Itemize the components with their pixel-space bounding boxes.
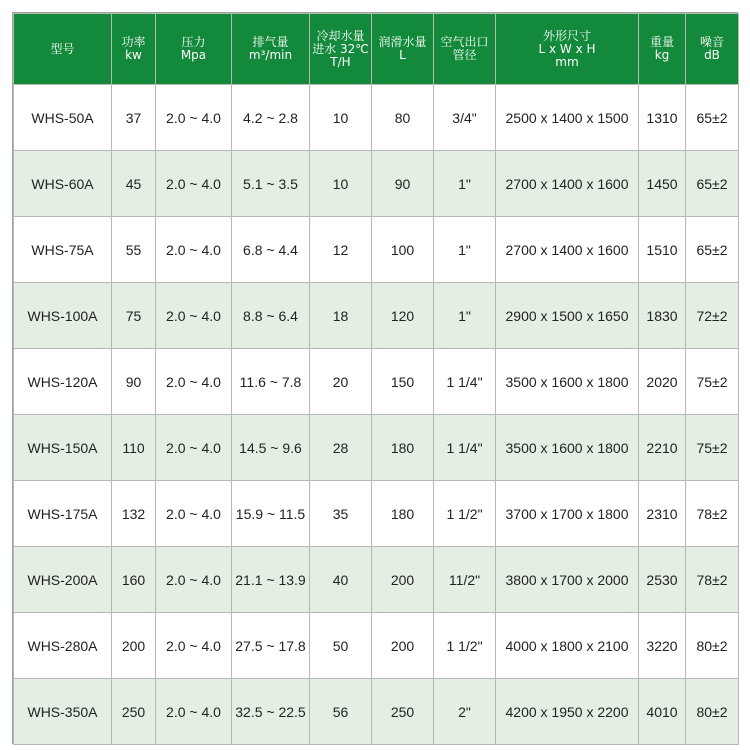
header-power [112, 14, 156, 85]
cell-weight: 1830 [639, 283, 686, 349]
spec-table-frame [12, 12, 738, 744]
cell-displacement: 14.5 ~ 9.6 [232, 415, 310, 481]
header-displacement-line: 排气量 [252, 35, 289, 49]
cell-pressure: 2.0 ~ 4.0 [156, 217, 232, 283]
cell-lube-water: 150 [372, 349, 434, 415]
header-weight [639, 14, 686, 85]
cell-air-outlet: 3/4" [434, 85, 496, 151]
table-row [14, 283, 739, 349]
cell-lube-water: 80 [372, 85, 434, 151]
header-power-line: kw [125, 48, 142, 62]
cell-displacement: 21.1 ~ 13.9 [232, 547, 310, 613]
cell-pressure: 2.0 ~ 4.0 [156, 349, 232, 415]
cell-cooling-water: 35 [310, 481, 372, 547]
cell-weight: 4010 [639, 679, 686, 745]
cell-dimensions: 3500 x 1600 x 1800 [496, 349, 639, 415]
header-model [14, 14, 112, 85]
cell-dimensions: 2700 x 1400 x 1600 [496, 151, 639, 217]
header-row [14, 14, 739, 85]
cell-weight: 3220 [639, 613, 686, 679]
cell-dimensions: 4200 x 1950 x 2200 [496, 679, 639, 745]
cell-lube-water: 180 [372, 481, 434, 547]
cell-model: WHS-75A [14, 217, 112, 283]
header-pressure [156, 14, 232, 85]
cell-pressure: 2.0 ~ 4.0 [156, 283, 232, 349]
cell-weight: 1310 [639, 85, 686, 151]
table-row [14, 481, 739, 547]
header-dimensions-line: mm [555, 54, 579, 69]
cell-power: 160 [112, 547, 156, 613]
cell-air-outlet: 1 1/4" [434, 349, 496, 415]
cell-weight: 2310 [639, 481, 686, 547]
header-pressure-line: 压力 [181, 35, 206, 49]
cell-lube-water: 100 [372, 217, 434, 283]
cell-lube-water: 200 [372, 613, 434, 679]
cell-dimensions: 4000 x 1800 x 2100 [496, 613, 639, 679]
cell-cooling-water: 50 [310, 613, 372, 679]
cell-pressure: 2.0 ~ 4.0 [156, 613, 232, 679]
header-weight-line: kg [654, 48, 670, 62]
header-dimensions [496, 14, 639, 85]
header-weight-line: 重量 [649, 35, 674, 49]
cell-lube-water: 90 [372, 151, 434, 217]
cell-model: WHS-175A [14, 481, 112, 547]
header-cooling-water-line: T/H [330, 54, 351, 69]
table-row [14, 613, 739, 679]
cell-cooling-water: 18 [310, 283, 372, 349]
cell-model: WHS-350A [14, 679, 112, 745]
table-row [14, 217, 739, 283]
cell-model: WHS-150A [14, 415, 112, 481]
header-cooling-water-line: 冷却水量 [316, 28, 365, 43]
cell-cooling-water: 28 [310, 415, 372, 481]
cell-lube-water: 120 [372, 283, 434, 349]
cell-weight: 2530 [639, 547, 686, 613]
table-row [14, 679, 739, 745]
header-model-line: 型号 [50, 41, 75, 56]
cell-dimensions: 3800 x 1700 x 2000 [496, 547, 639, 613]
cell-displacement: 8.8 ~ 6.4 [232, 283, 310, 349]
cell-power: 110 [112, 415, 156, 481]
header-cooling-water [310, 14, 372, 85]
spec-table [13, 13, 739, 745]
cell-displacement: 32.5 ~ 22.5 [232, 679, 310, 745]
cell-displacement: 27.5 ~ 17.8 [232, 613, 310, 679]
cell-dimensions: 3700 x 1700 x 1800 [496, 481, 639, 547]
cell-noise: 80±2 [686, 613, 739, 679]
header-dimensions-line: L x W x H [538, 41, 596, 56]
cell-air-outlet: 1 1/4" [434, 415, 496, 481]
header-displacement-line: m³/min [248, 48, 293, 62]
header-air-outlet-line: 管径 [452, 48, 477, 62]
cell-model: WHS-200A [14, 547, 112, 613]
cell-noise: 65±2 [686, 217, 739, 283]
cell-model: WHS-120A [14, 349, 112, 415]
header-noise-line: 噪音 [699, 35, 724, 49]
cell-dimensions: 2700 x 1400 x 1600 [496, 217, 639, 283]
header-cooling-water-line: 进水 32℃ [312, 41, 369, 56]
cell-pressure: 2.0 ~ 4.0 [156, 679, 232, 745]
cell-power: 45 [112, 151, 156, 217]
cell-displacement: 5.1 ~ 3.5 [232, 151, 310, 217]
header-pressure-line: Mpa [180, 48, 207, 62]
cell-lube-water: 200 [372, 547, 434, 613]
header-power-line: 功率 [121, 35, 146, 49]
table-row [14, 349, 739, 415]
cell-power: 132 [112, 481, 156, 547]
header-lube-water-line: L [399, 48, 406, 62]
cell-pressure: 2.0 ~ 4.0 [156, 481, 232, 547]
cell-noise: 72±2 [686, 283, 739, 349]
header-noise [686, 14, 739, 85]
cell-weight: 2020 [639, 349, 686, 415]
cell-air-outlet: 1" [434, 151, 496, 217]
header-lube-water-line: 润滑水量 [378, 35, 427, 49]
cell-cooling-water: 12 [310, 217, 372, 283]
cell-pressure: 2.0 ~ 4.0 [156, 151, 232, 217]
cell-cooling-water: 56 [310, 679, 372, 745]
cell-weight: 1510 [639, 217, 686, 283]
cell-cooling-water: 10 [310, 151, 372, 217]
header-dimensions-line: 外形尺寸 [542, 28, 591, 43]
cell-air-outlet: 1" [434, 283, 496, 349]
cell-displacement: 11.6 ~ 7.8 [232, 349, 310, 415]
cell-noise: 75±2 [686, 349, 739, 415]
cell-power: 37 [112, 85, 156, 151]
cell-dimensions: 2900 x 1500 x 1650 [496, 283, 639, 349]
cell-air-outlet: 1" [434, 217, 496, 283]
header-noise-line: dB [704, 48, 720, 62]
cell-model: WHS-50A [14, 85, 112, 151]
header-lube-water [372, 14, 434, 85]
cell-lube-water: 180 [372, 415, 434, 481]
cell-weight: 1450 [639, 151, 686, 217]
cell-noise: 78±2 [686, 481, 739, 547]
table-row [14, 415, 739, 481]
table-row [14, 547, 739, 613]
cell-air-outlet: 2" [434, 679, 496, 745]
table-row [14, 151, 739, 217]
cell-power: 200 [112, 613, 156, 679]
cell-cooling-water: 40 [310, 547, 372, 613]
header-displacement [232, 14, 310, 85]
cell-cooling-water: 10 [310, 85, 372, 151]
cell-dimensions: 2500 x 1400 x 1500 [496, 85, 639, 151]
cell-power: 75 [112, 283, 156, 349]
cell-model: WHS-60A [14, 151, 112, 217]
cell-air-outlet: 11/2" [434, 547, 496, 613]
cell-model: WHS-280A [14, 613, 112, 679]
cell-noise: 78±2 [686, 547, 739, 613]
cell-noise: 65±2 [686, 151, 739, 217]
cell-noise: 65±2 [686, 85, 739, 151]
cell-air-outlet: 1 1/2" [434, 613, 496, 679]
header-air-outlet [434, 14, 496, 85]
cell-pressure: 2.0 ~ 4.0 [156, 415, 232, 481]
table-body [14, 85, 739, 745]
cell-displacement: 6.8 ~ 4.4 [232, 217, 310, 283]
cell-pressure: 2.0 ~ 4.0 [156, 85, 232, 151]
table-row [14, 85, 739, 151]
cell-power: 55 [112, 217, 156, 283]
cell-air-outlet: 1 1/2" [434, 481, 496, 547]
cell-noise: 75±2 [686, 415, 739, 481]
cell-pressure: 2.0 ~ 4.0 [156, 547, 232, 613]
cell-displacement: 4.2 ~ 2.8 [232, 85, 310, 151]
cell-displacement: 15.9 ~ 11.5 [232, 481, 310, 547]
cell-noise: 80±2 [686, 679, 739, 745]
cell-model: WHS-100A [14, 283, 112, 349]
cell-power: 90 [112, 349, 156, 415]
cell-power: 250 [112, 679, 156, 745]
cell-dimensions: 3500 x 1600 x 1800 [496, 415, 639, 481]
header-air-outlet-line: 空气出口 [440, 35, 489, 49]
cell-weight: 2210 [639, 415, 686, 481]
cell-cooling-water: 20 [310, 349, 372, 415]
cell-lube-water: 250 [372, 679, 434, 745]
